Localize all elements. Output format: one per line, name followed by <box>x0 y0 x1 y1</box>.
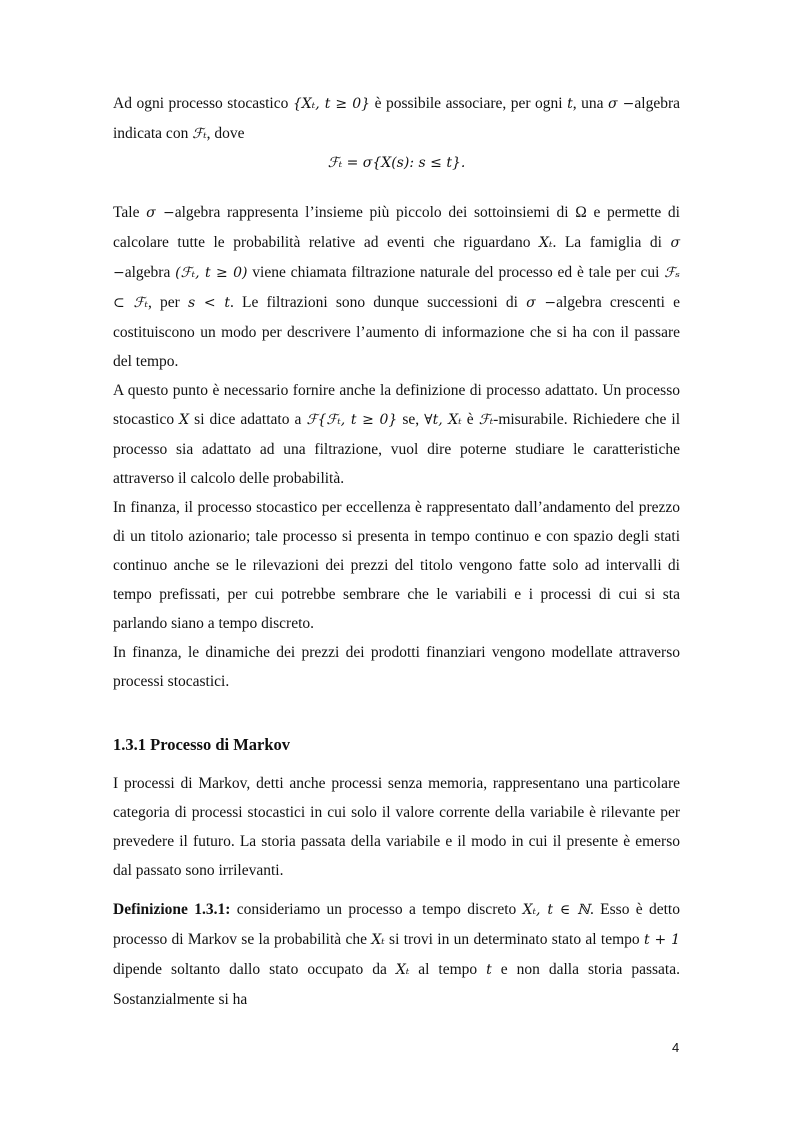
definition-label: Definizione 1.3.1: <box>113 901 231 918</box>
page-body <box>113 89 680 1014</box>
math-inline: ℱₜ <box>192 126 207 142</box>
paragraph-4: In finanza, il processo stocastico per eccellenza è rappresentato dall’andamento del prezzo di un titolo azionario; tale processo si presenta in tempo continuo e con spazio degli stati continuo anche se le rilevazioni dei prezzi del titolo vengono fatte solo ad intervalli di tempo prefissati, per cui potrebbe sembrare che le variabili e i processi di cui si sta parlando siano a tempo discreto. <box>113 499 680 632</box>
section-title: 1.3.1 Processo di Markov <box>113 735 291 754</box>
math-inline: t <box>567 96 573 112</box>
math-inline: σ − <box>608 96 635 112</box>
equation-filtration: ℱₜ = σ{X(s): s ≤ t}. <box>327 155 466 171</box>
math-inline: {Xₜ, t ≥ 0} <box>292 96 371 112</box>
paragraph-5: In finanza, le dinamiche dei prezzi dei prodotti finanziari vengono modellate attraverso processi stocastici. <box>113 644 680 690</box>
definition-paragraph: Definizione 1.3.1: consideriamo un processo a tempo discreto Xₜ, t ∈ ℕ. Esso è detto processo di Markov se la probabilità che Xₜ si trovi in un determinato stato al tempo t + 1 dipende soltanto dallo stato occupato da Xₜ al tempo t e non dalla storia passata. Sostanzialmente si ha <box>113 901 680 1008</box>
paragraph-6: I processi di Markov, detti anche processi senza memoria, rappresentano una particolare categoria di processi stocastici in cui solo il valore corrente della variabile è rilevante per prevedere il futuro. La storia passata della variabile e il modo in cui il presente è emerso dal passato sono irrilevanti. <box>113 775 680 879</box>
paragraph-2: Tale σ −algebra rappresenta l’insieme più piccolo dei sottoinsiemi di Ω e permette di calcolare tutte le probabilità relative ad eventi che riguardano Xₜ. La famiglia di σ −algebra (ℱₜ, t ≥ 0) viene chiamata filtrazione naturale del processo ed è tale per cui ℱₛ ⊂ ℱₜ, per s < t. Le filtrazioni sono dunque successioni di σ −algebra crescenti e costituiscono un modo per descrivere l’aumento di informazione che si ha con il passare del tempo. <box>113 204 680 370</box>
page-number: 4 <box>672 1040 680 1055</box>
paragraph-3: A questo punto è necessario fornire anche la definizione di processo adattato. Un processo stocastico X si dice adattato a ℱ{ℱₜ, t ≥ 0} se, ∀t, Xₜ è ℱₜ-misurabile. Richiedere che il processo sia adattato ad una filtrazione, vuol dire poterne studiare le caratteristiche attraverso il calcolo delle probabilità. <box>113 382 680 487</box>
paragraph-1: Ad ogni processo stocastico {Xₜ, t ≥ 0} è possibile associare, per ogni t, una σ −algebra indicata con ℱₜ, dove <box>113 95 680 142</box>
